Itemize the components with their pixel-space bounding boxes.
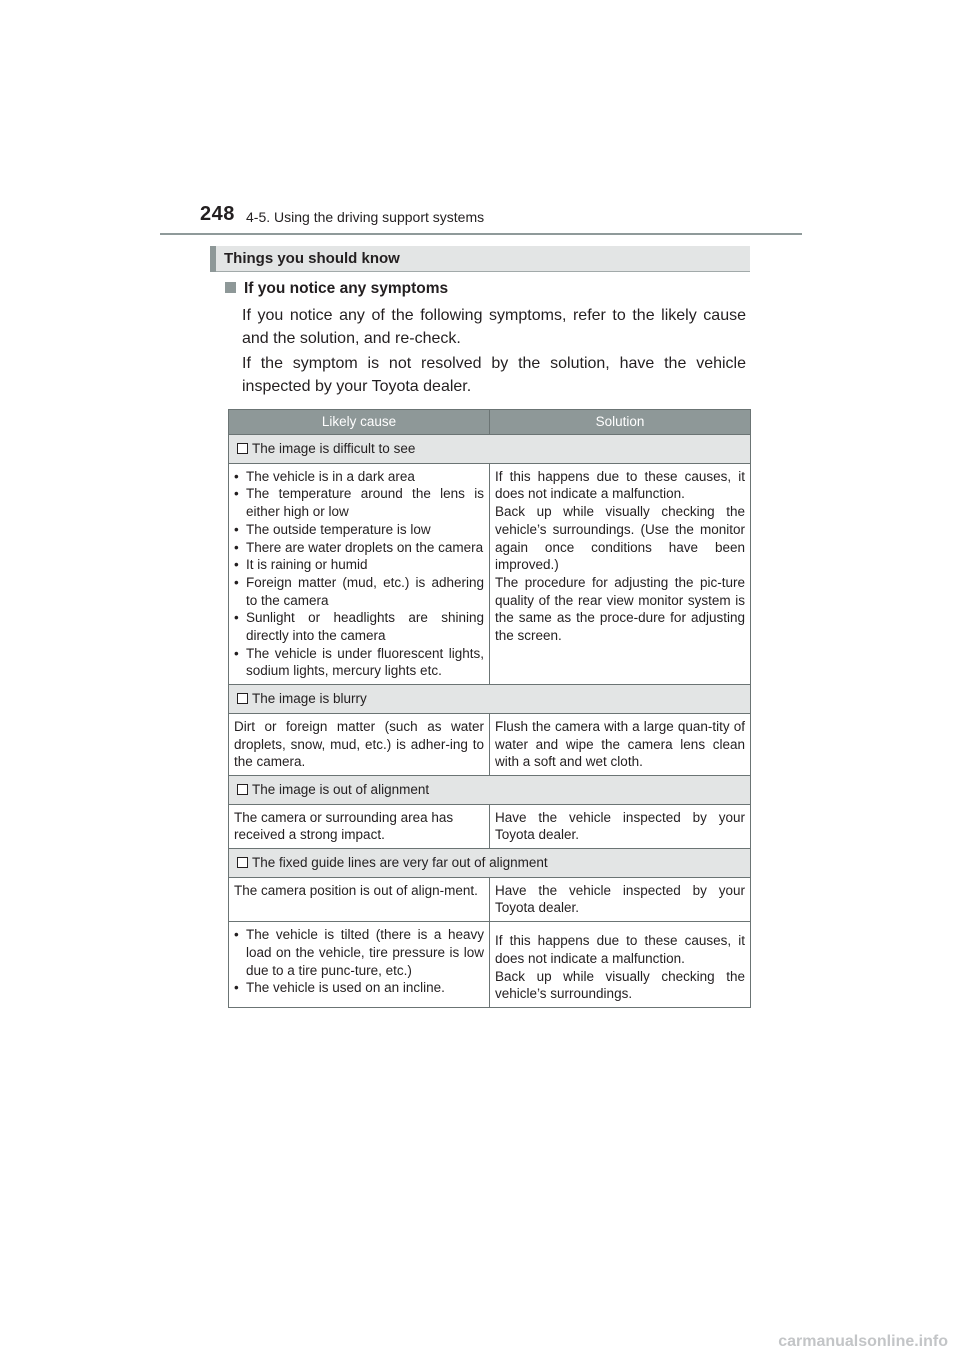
- category-title: The image is blurry: [252, 691, 367, 707]
- category-row: [229, 435, 751, 464]
- intro-paragraph-1: If you notice any of the following symptoms, refer to the likely cause and the solution, and re-check.: [242, 307, 746, 347]
- category-title: The fixed guide lines are very far out of alignment: [252, 855, 548, 871]
- square-bullet-icon: [225, 282, 236, 293]
- solution-cell: Flush the camera with a large quan-tity of water and wipe the camera lens clean with a soft and wet cloth.: [490, 713, 751, 775]
- category-row: [229, 849, 751, 878]
- solution-cell: If this happens due to these causes, it does not indicate a malfunction. Back up while visually checking the vehicle’s surroundings. (Use the monitor again once conditions have been improved.) The procedure for adjusting the pic-ture quality of the rear view monitor system is the same as the proce-dure for adjusting the screen.: [490, 463, 751, 684]
- cause-bullet-list: [234, 468, 484, 680]
- list-item: • The temperature around the lens is either high or low: [234, 485, 484, 520]
- checkbox-icon: [237, 443, 248, 454]
- category-title: The image is out of alignment: [252, 781, 430, 797]
- page-number: 248: [200, 203, 235, 225]
- list-item: • The vehicle is used on an incline.: [234, 979, 484, 997]
- table-header-row: [229, 410, 751, 435]
- column-header-solution: Solution: [490, 410, 751, 435]
- symptoms-subheading: [225, 280, 448, 298]
- table-row: [229, 713, 751, 775]
- column-header-likely-cause: Likely cause: [229, 410, 490, 435]
- list-item: • Foreign matter (mud, etc.) is adhering to the camera: [234, 574, 484, 609]
- header-divider: [160, 233, 802, 235]
- solution-cell: Have the vehicle inspected by your Toyota dealer.: [490, 804, 751, 848]
- cause-cell: The camera position is out of align-ment.: [229, 877, 490, 921]
- category-cell: [229, 685, 751, 714]
- box-heading-label: Things you should know: [224, 250, 400, 267]
- category-row: [229, 775, 751, 804]
- list-item: • The vehicle is tilted (there is a heavy load on the vehicle, tire pressure is low due to a tire punc-ture, etc.): [234, 926, 484, 979]
- checkbox-icon: [237, 693, 248, 704]
- list-item: • The vehicle is in a dark area: [234, 468, 484, 486]
- table-row: [229, 463, 751, 684]
- list-item: • There are water droplets on the camera: [234, 539, 484, 557]
- watermark: carmanualsonline.info: [778, 1333, 948, 1350]
- table-row: [229, 804, 751, 848]
- list-item: • The outside temperature is low: [234, 521, 484, 539]
- list-item: • It is raining or humid: [234, 556, 484, 574]
- checkbox-icon: [237, 857, 248, 868]
- checkbox-icon: [237, 784, 248, 795]
- symptoms-table: [228, 409, 751, 1008]
- cause-cell: [229, 922, 490, 1008]
- cause-bullet-list: [234, 926, 484, 997]
- list-item: • Sunlight or headlights are shining directly into the camera: [234, 609, 484, 644]
- cause-cell: Dirt or foreign matter (such as water droplets, snow, mud, etc.) is adher-ing to the camera.: [229, 713, 490, 775]
- intro-paragraph-2: If the symptom is not resolved by the solution, have the vehicle inspected by your Toyota dealer.: [242, 355, 746, 395]
- list-item: • The vehicle is under fluorescent lights, sodium lights, mercury lights etc.: [234, 645, 484, 680]
- category-cell: [229, 775, 751, 804]
- subheading-text: If you notice any symptoms: [244, 280, 449, 297]
- table-row: [229, 877, 751, 921]
- things-you-should-know-heading: [210, 246, 750, 272]
- heading-accent-bar: [210, 246, 216, 272]
- section-title: 4-5. Using the driving support systems: [246, 209, 485, 225]
- table-row: [229, 922, 751, 1008]
- category-cell: [229, 849, 751, 878]
- category-title: The image is difficult to see: [252, 441, 416, 456]
- category-cell: [229, 435, 751, 464]
- solution-cell: Have the vehicle inspected by your Toyota dealer.: [490, 877, 751, 921]
- cause-cell: [229, 463, 490, 684]
- solution-cell: If this happens due to these causes, it does not indicate a malfunction. Back up while visually checking the vehicle’s surroundings.: [490, 922, 751, 1008]
- cause-cell: The camera or surrounding area has received a strong impact.: [229, 804, 490, 848]
- category-row: [229, 685, 751, 714]
